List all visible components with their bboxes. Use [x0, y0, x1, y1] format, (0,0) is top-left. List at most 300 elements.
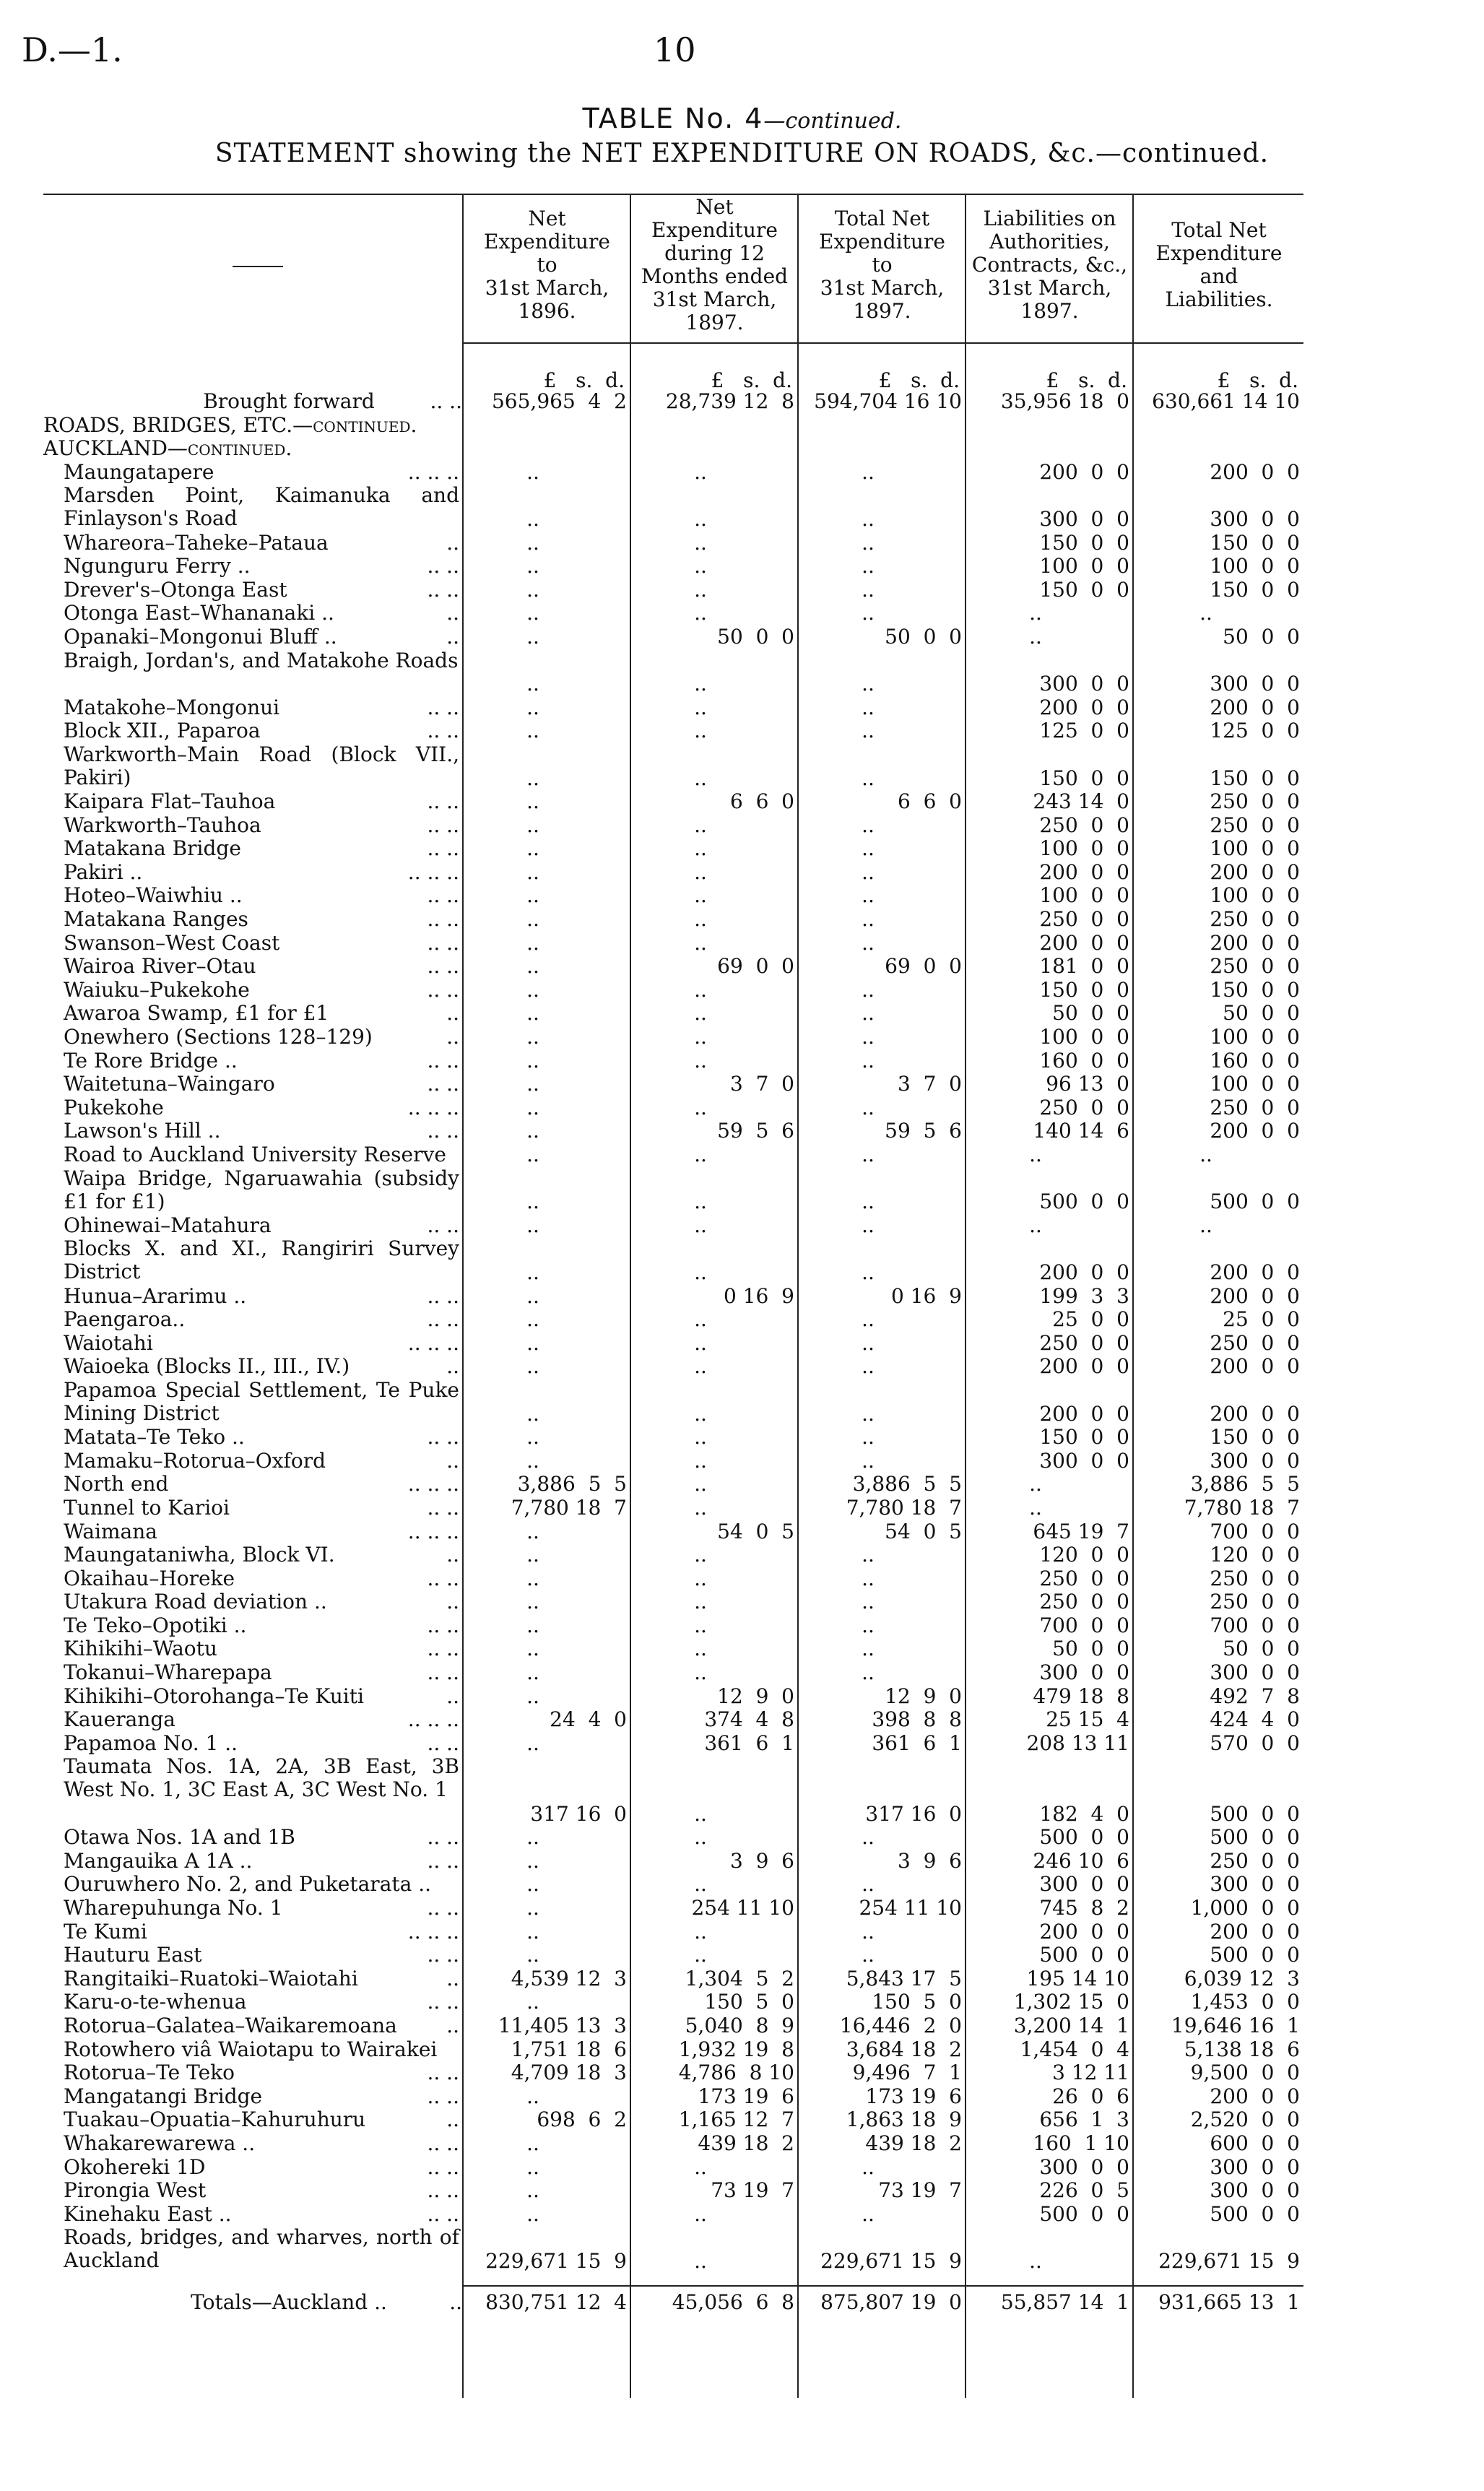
- amount-cell-c1: ..: [526, 1283, 539, 1308]
- leader-dots: .. ..: [427, 2084, 459, 2108]
- amount-cell-c3: 73 19 7: [878, 2178, 962, 2203]
- leader-dots: ..: [446, 1448, 459, 1473]
- table-row: [0, 579, 1484, 602]
- table-row: [0, 884, 1484, 908]
- amount-cell-c5: 120 0 0: [1210, 1543, 1300, 1567]
- amount-cell-c4: 50 0 0: [1052, 1001, 1129, 1026]
- amount-cell-c3: ..: [862, 1566, 875, 1590]
- amount-cell-c1: ..: [526, 1048, 539, 1073]
- leader-dots: ..: [446, 1001, 459, 1026]
- amount-cell-c1: ..: [526, 1401, 539, 1426]
- amount-cell-c2: 6 6 0: [729, 789, 794, 814]
- leader-dots: .. ..: [427, 1613, 459, 1637]
- amount-cell-c5: 200 0 0: [1210, 695, 1300, 719]
- leader-dots: .. ..: [427, 2154, 459, 2179]
- amount-cell-c5: 250 0 0: [1210, 813, 1300, 837]
- row-label-text: Mangatangi Bridge: [64, 2084, 263, 2108]
- header-bottom-rule: [462, 342, 1303, 344]
- table-row: [0, 1096, 1484, 1120]
- amount-cell-c2: 361 6 1: [704, 1730, 794, 1755]
- leader-dots: ..: [446, 1966, 459, 1990]
- amount-cell-c5: 931,665 13 1: [1158, 2290, 1300, 2314]
- row-label-text: Ngunguru Ferry ..: [64, 554, 251, 579]
- row-label-text: Paengaroa..: [64, 1307, 186, 1332]
- amount-cell-c3: ..: [862, 1095, 875, 1119]
- row-label-text: Onewhero (Sections 128–129): [64, 1025, 373, 1049]
- amount-cell-c4: 100 0 0: [1039, 1025, 1129, 1049]
- amount-cell-c1: ..: [526, 1025, 539, 1049]
- amount-cell-c4: 300 0 0: [1039, 1872, 1129, 1897]
- amount-cell-c3: 150 5 0: [872, 1990, 962, 2014]
- amount-cell-c3: ..: [862, 1872, 875, 1897]
- amount-cell-c1: 4,709 18 3: [511, 2061, 627, 2085]
- amount-cell-c3: ..: [862, 813, 875, 837]
- row-label-text: Pakiri ..: [64, 859, 143, 884]
- row-label: [64, 1236, 466, 1284]
- amount-cell-c3: ..: [862, 1401, 875, 1426]
- row-label: [64, 1026, 459, 1049]
- amount-cell-c2: ..: [694, 836, 707, 861]
- col-header-liabilities: Liabilities on Authorities, Contracts, &c., 31st March, 1897.: [971, 207, 1128, 323]
- amount-cell-c3: 3,684 18 2: [846, 2037, 962, 2061]
- amount-cell-c5: 7,780 18 7: [1184, 1495, 1300, 1520]
- row-label-text: Waitetuna–Waingaro: [64, 1072, 275, 1096]
- leader-dots: .. ..: [427, 2131, 459, 2155]
- amount-cell-c3: ..: [862, 1943, 875, 1967]
- row-label-text: Hoteo–Waiwhiu ..: [64, 883, 243, 908]
- amount-cell-c1: ..: [526, 859, 539, 884]
- row-label: [64, 1897, 459, 1920]
- amount-cell-c3: ..: [862, 601, 875, 625]
- amount-cell-c4: 500 0 0: [1039, 1943, 1129, 1967]
- amount-cell-c3: 439 18 2: [865, 2131, 962, 2155]
- table-row: [0, 1355, 1484, 1379]
- amount-cell-c4: 150 0 0: [1039, 577, 1129, 602]
- amount-cell-c3: ..: [862, 859, 875, 884]
- leader-dots: .. ..: [427, 1072, 459, 1096]
- amount-cell-c5: 200 0 0: [1210, 1283, 1300, 1308]
- row-label: [64, 861, 459, 884]
- amount-cell-c1: ..: [526, 977, 539, 1002]
- row-label-text: Papamoa No. 1 ..: [64, 1730, 238, 1755]
- leader-dots: ..: [446, 1590, 459, 1614]
- row-label-text: Lawson's Hill ..: [64, 1119, 221, 1143]
- table-row: [0, 1850, 1484, 1873]
- amount-cell-c2: ..: [694, 459, 707, 484]
- amount-cell-c1: ..: [526, 930, 539, 955]
- amount-cell-c1: 229,671 15 9: [485, 2248, 627, 2273]
- row-label: [64, 1990, 459, 2014]
- amount-cell-c4: 182 4 0: [1039, 1801, 1129, 1826]
- totals-rule: [462, 2285, 1303, 2287]
- amount-cell-c2: ..: [694, 1048, 707, 1073]
- amount-cell-c3: ..: [862, 459, 875, 484]
- row-label-text: Mangauika A 1A ..: [64, 1848, 253, 1873]
- leader-dots: ..: [446, 2107, 459, 2132]
- amount-cell-c3: ..: [862, 836, 875, 861]
- amount-cell-c2: ..: [694, 1543, 707, 1567]
- amount-cell-c4: 745 8 2: [1039, 1896, 1129, 1920]
- leader-dots: .. ..: [427, 977, 459, 1002]
- table-row: [0, 2156, 1484, 2180]
- amount-cell-c2: ..: [694, 1495, 707, 1520]
- table-title-main: TABLE No. 4: [582, 103, 764, 134]
- amount-cell-c5: 3,886 5 5: [1190, 1472, 1300, 1496]
- amount-cell-c1: ..: [526, 624, 539, 649]
- row-label-text: Marsden Point, Kaimanuka and Finlayson's Road: [64, 483, 466, 531]
- blank-col-dash: [233, 266, 283, 267]
- amount-cell-c2: ..: [694, 1566, 707, 1590]
- row-label-text: Te Rore Bridge ..: [64, 1048, 238, 1073]
- table-row: [0, 1026, 1484, 1049]
- amount-cell-c5: 9,500 0 0: [1190, 2061, 1300, 2085]
- amount-cell-c3: ..: [862, 1048, 875, 1073]
- amount-cell-c5: 200 0 0: [1210, 1401, 1300, 1426]
- amount-cell-c5: 50 0 0: [1223, 624, 1300, 649]
- amount-cell-c5: 250 0 0: [1210, 1590, 1300, 1614]
- amount-cell-c2: ..: [694, 1425, 707, 1450]
- row-label-text: Kihikihi–Waotu: [64, 1637, 217, 1661]
- amount-cell-c2: 1,932 19 8: [678, 2037, 794, 2061]
- amount-cell-c1: ..: [526, 1213, 539, 1237]
- amount-cell-c1: ..: [526, 601, 539, 625]
- leader-dots: .. ..: [427, 1660, 459, 1685]
- amount-cell-c2: ..: [694, 1260, 707, 1284]
- row-label: [64, 1049, 459, 1073]
- row-label-text: Awaroa Swamp, £1 for £1: [64, 1001, 329, 1026]
- row-label: [64, 1143, 459, 1166]
- amount-cell-c2: ..: [694, 506, 707, 531]
- leader-dots: .. ..: [427, 954, 459, 979]
- table-row: [0, 1990, 1484, 2014]
- amount-cell-c1: ..: [526, 2131, 539, 2155]
- table-row: [0, 1308, 1484, 1332]
- leader-dots: .. ..: [427, 1896, 459, 1920]
- row-label-text: Wharepuhunga No. 1: [64, 1896, 283, 1920]
- amount-cell-c1: ..: [526, 1990, 539, 2014]
- amount-cell-c2: 150 5 0: [704, 1990, 794, 2014]
- amount-cell-c1: ..: [526, 1001, 539, 1026]
- amount-cell-c4: 199 3 3: [1039, 1283, 1129, 1308]
- table-row: [0, 414, 1484, 438]
- leader-dots: .. .. ..: [407, 1919, 459, 1944]
- amount-cell-c3: ..: [862, 1660, 875, 1685]
- leader-dots: .. ..: [427, 695, 459, 719]
- amount-cell-c3: 69 0 0: [885, 954, 962, 979]
- amount-cell-c4: ..: [1029, 624, 1042, 649]
- amount-cell-c3: 12 9 0: [885, 1684, 962, 1708]
- row-label: [43, 437, 439, 460]
- row-label-text: Opanaki–Mongonui Bluff ..: [64, 624, 337, 649]
- amount-cell-c5: 100 0 0: [1210, 1025, 1300, 1049]
- amount-cell-c1: ..: [526, 719, 539, 743]
- row-label-text: Matata–Te Teko ..: [64, 1425, 245, 1450]
- table-row: [0, 1944, 1484, 1967]
- amount-cell-c2: ..: [694, 2154, 707, 2179]
- amount-cell-c4: ..: [1029, 1143, 1042, 1166]
- amount-cell-c1: ..: [526, 1660, 539, 1685]
- amount-cell-c4: 250 0 0: [1039, 1330, 1129, 1355]
- amount-cell-c5: 200 0 0: [1210, 859, 1300, 884]
- leader-dots: .. ..: [427, 813, 459, 837]
- table-row: [0, 1637, 1484, 1661]
- leader-dots: .. ..: [427, 2201, 459, 2226]
- amount-cell-c3: ..: [862, 1190, 875, 1214]
- amount-cell-c4: 1,302 15 0: [1013, 1990, 1129, 2014]
- amount-cell-c3: 3,886 5 5: [852, 1472, 962, 1496]
- table-row: [0, 932, 1484, 956]
- amount-cell-c5: 500 0 0: [1210, 1801, 1300, 1826]
- amount-cell-c5: 500 0 0: [1210, 1190, 1300, 1214]
- amount-cell-c5: 125 0 0: [1210, 719, 1300, 743]
- amount-cell-c5: 300 0 0: [1210, 1448, 1300, 1473]
- leader-dots: .. ..: [427, 789, 459, 814]
- amount-cell-c2: ..: [694, 530, 707, 555]
- amount-cell-c2: ..: [694, 766, 707, 790]
- amount-cell-c4: 700 0 0: [1039, 1613, 1129, 1637]
- amount-cell-c1: ..: [526, 1919, 539, 1944]
- row-label: [64, 579, 459, 602]
- row-label-text: Matakohe–Mongonui: [64, 695, 280, 719]
- amount-cell-c4: 160 1 10: [1033, 2131, 1129, 2155]
- table-row: [0, 602, 1484, 625]
- amount-cell-c4: 200 0 0: [1039, 1401, 1129, 1426]
- amount-cell-c2: ..: [694, 977, 707, 1002]
- amount-cell-c4: 200 0 0: [1039, 1919, 1129, 1944]
- row-label-text: Brought forward: [203, 389, 375, 413]
- amount-cell-c1: ..: [526, 1896, 539, 1920]
- amount-cell-c4: 250 0 0: [1039, 1566, 1129, 1590]
- row-label-text: ROADS, BRIDGES, ETC.—continued.: [43, 412, 417, 437]
- amount-cell-c2: ..: [694, 883, 707, 908]
- amount-cell-c2: 69 0 0: [717, 954, 794, 979]
- table-row: [0, 625, 1484, 649]
- row-label: [64, 2225, 466, 2273]
- row-label: [64, 2014, 459, 2037]
- amount-cell-c2: ..: [694, 1213, 707, 1237]
- leader-dots: .. ..: [427, 883, 459, 908]
- amount-cell-c3: ..: [862, 1448, 875, 1473]
- row-label: [64, 2085, 459, 2108]
- row-label-text: Okohereki 1D: [64, 2154, 206, 2179]
- amount-cell-c3: ..: [862, 1307, 875, 1332]
- row-label: [64, 1166, 466, 1213]
- leader-dots: .. ..: [427, 1566, 459, 1590]
- amount-cell-c2: ..: [694, 1401, 707, 1426]
- table-title: [0, 103, 1484, 134]
- row-label-text: Hunua–Ararimu ..: [64, 1283, 247, 1308]
- amount-cell-c5: 300 0 0: [1210, 1872, 1300, 1897]
- leader-dots: .. .. ..: [407, 459, 459, 484]
- leader-dots: .. .. ..: [407, 1095, 459, 1119]
- amount-cell-c5: 200 0 0: [1210, 459, 1300, 484]
- amount-cell-c2: 4,786 8 10: [678, 2061, 794, 2085]
- row-label: [64, 1590, 459, 1613]
- amount-cell-c4: 200 0 0: [1039, 930, 1129, 955]
- amount-cell-c4: 160 0 0: [1039, 1048, 1129, 1073]
- amount-cell-c2: ..: [694, 577, 707, 602]
- table-row: [0, 1332, 1484, 1356]
- amount-cell-c4: 645 19 7: [1033, 1519, 1129, 1543]
- amount-cell-c3: 0 16 9: [891, 1283, 962, 1308]
- amount-cell-c2: ..: [694, 1025, 707, 1049]
- amount-cell-c5: 200 0 0: [1210, 1919, 1300, 1944]
- amount-cell-c2: ..: [694, 1095, 707, 1119]
- amount-cell-c4: 181 0 0: [1039, 954, 1129, 979]
- amount-cell-c4: 300 0 0: [1039, 2154, 1129, 2179]
- row-label-text: Road to Auckland University Reserve: [64, 1143, 446, 1166]
- amount-cell-c1: ..: [526, 1354, 539, 1379]
- table-row: [0, 1826, 1484, 1850]
- amount-cell-c1: ..: [526, 1143, 539, 1166]
- row-label: [64, 1614, 459, 1637]
- amount-cell-c2: ..: [694, 1448, 707, 1473]
- amount-cell-c4: 50 0 0: [1052, 1637, 1129, 1661]
- amount-cell-c3: 1,863 18 9: [846, 2107, 962, 2132]
- table-row: [0, 1967, 1484, 1991]
- row-label: [64, 908, 459, 931]
- amount-cell-c1: ..: [526, 1119, 539, 1143]
- table-row: [0, 1049, 1484, 1073]
- row-label: [64, 602, 459, 625]
- leader-dots: .. ..: [430, 389, 462, 413]
- amount-cell-c2: 3 7 0: [729, 1072, 794, 1096]
- amount-cell-c5: 1,453 0 0: [1190, 1990, 1300, 2014]
- amount-cell-c3: 3 7 0: [897, 1072, 962, 1096]
- row-label: [64, 884, 459, 907]
- amount-cell-c3: ..: [862, 1825, 875, 1850]
- table-row: [0, 790, 1484, 814]
- amount-cell-c5: 150 0 0: [1210, 577, 1300, 602]
- amount-cell-c2: ..: [694, 1660, 707, 1685]
- row-label-text: Waimana: [64, 1519, 157, 1543]
- amount-cell-c4: 500 0 0: [1039, 1825, 1129, 1850]
- leader-dots: .. ..: [427, 1119, 459, 1143]
- row-label: [64, 2156, 459, 2179]
- amount-cell-c5: 19,646 16 1: [1171, 2013, 1300, 2037]
- table-row: [0, 555, 1484, 579]
- leader-dots: .. ..: [427, 1943, 459, 1967]
- row-label: [64, 1661, 459, 1684]
- amount-cell-c3: ..: [862, 766, 875, 790]
- amount-cell-c1: 830,751 12 4: [485, 2290, 627, 2314]
- row-label-text: Drever's–Otonga East: [64, 577, 287, 602]
- amount-cell-c3: 361 6 1: [872, 1730, 962, 1755]
- table-row: [0, 437, 1484, 461]
- leader-dots: .. ..: [427, 1825, 459, 1850]
- table-row: [0, 1590, 1484, 1614]
- amount-cell-c3: ..: [862, 695, 875, 719]
- row-label: [64, 649, 459, 672]
- table-row: [0, 390, 1484, 414]
- amount-cell-c5: 250 0 0: [1210, 1566, 1300, 1590]
- table-title-suffix: —continued.: [763, 108, 902, 134]
- amount-cell-c3: ..: [862, 672, 875, 696]
- amount-cell-c2: ..: [694, 554, 707, 579]
- amount-cell-c1: ..: [526, 1872, 539, 1897]
- amount-cell-c4: 200 0 0: [1039, 459, 1129, 484]
- amount-cell-c3: ..: [862, 1143, 875, 1166]
- amount-cell-c2: ..: [694, 1330, 707, 1355]
- row-label-text: Totals—Auckland ..: [191, 2290, 387, 2314]
- amount-cell-c2: ..: [694, 2248, 707, 2273]
- row-label-text: Te Teko–Opotiki ..: [64, 1613, 247, 1637]
- amount-cell-c2: ..: [694, 1001, 707, 1026]
- row-label: [64, 461, 459, 484]
- amount-cell-c4: 150 0 0: [1039, 977, 1129, 1002]
- table-row: [0, 1614, 1484, 1638]
- amount-cell-c3: ..: [862, 1354, 875, 1379]
- amount-cell-c2: 73 19 7: [711, 2178, 794, 2203]
- row-label-text: Utakura Road deviation ..: [64, 1590, 327, 1614]
- row-label-text: Karu-o-te-whenua: [64, 1990, 247, 2014]
- amount-cell-c2: ..: [694, 859, 707, 884]
- row-label: [64, 625, 459, 649]
- row-label-text: Maungataniwha, Block VI.: [64, 1543, 335, 1567]
- amount-cell-c1: ..: [526, 1637, 539, 1661]
- row-label: [64, 1308, 459, 1331]
- row-label: [64, 2132, 459, 2155]
- row-label: [64, 1708, 459, 1731]
- row-label: [64, 532, 459, 555]
- amount-cell-c5: 150 0 0: [1210, 977, 1300, 1002]
- amount-cell-c3: ..: [862, 1213, 875, 1237]
- amount-cell-c5: 300 0 0: [1210, 1660, 1300, 1685]
- row-label: [64, 1567, 459, 1590]
- amount-cell-c3: 9,496 7 1: [852, 2061, 962, 2085]
- amount-cell-c2: 439 18 2: [698, 2131, 794, 2155]
- leader-dots: ..: [446, 1543, 459, 1567]
- amount-cell-c3: ..: [862, 577, 875, 602]
- table-row: [0, 2226, 1484, 2273]
- amount-cell-c4: 500 0 0: [1039, 2201, 1129, 2226]
- amount-cell-c3: ..: [862, 1637, 875, 1661]
- table-row: [0, 743, 1484, 790]
- amount-cell-c1: ..: [526, 672, 539, 696]
- amount-cell-c5: 200 0 0: [1210, 1119, 1300, 1143]
- amount-cell-c2: ..: [694, 1872, 707, 1897]
- amount-cell-c1: ..: [526, 1519, 539, 1543]
- amount-cell-c2: 5,040 8 9: [685, 2013, 794, 2037]
- amount-cell-c5: ..: [1199, 1143, 1212, 1166]
- table-row: [0, 1543, 1484, 1567]
- row-label: [64, 483, 466, 531]
- row-label-text: Rotorua–Te Teko: [64, 2061, 235, 2085]
- amount-cell-c1: ..: [526, 530, 539, 555]
- table-row: [0, 1214, 1484, 1238]
- row-label-text: Kihikihi–Otorohanga–Te Kuiti: [64, 1684, 364, 1708]
- units-label: £ s. d.: [1046, 368, 1127, 392]
- table-row: [0, 1285, 1484, 1309]
- table-row: [0, 1520, 1484, 1544]
- row-label: [116, 390, 462, 413]
- amount-cell-c3: ..: [862, 1919, 875, 1944]
- amount-cell-c1: ..: [526, 695, 539, 719]
- row-label: [64, 814, 459, 837]
- table-row: [0, 461, 1484, 485]
- amount-cell-c3: ..: [862, 883, 875, 908]
- leader-dots: ..: [446, 1025, 459, 1049]
- table-row: [0, 1237, 1484, 1284]
- amount-cell-c4: 200 0 0: [1039, 1354, 1129, 1379]
- amount-cell-c5: 200 0 0: [1210, 2084, 1300, 2108]
- row-label-text: Wairoa River–Otau: [64, 954, 256, 979]
- row-label: [64, 1850, 459, 1873]
- amount-cell-c2: ..: [694, 1472, 707, 1496]
- amount-cell-c1: ..: [526, 2178, 539, 2203]
- row-label-text: North end: [64, 1472, 169, 1496]
- amount-cell-c5: 160 0 0: [1210, 1048, 1300, 1073]
